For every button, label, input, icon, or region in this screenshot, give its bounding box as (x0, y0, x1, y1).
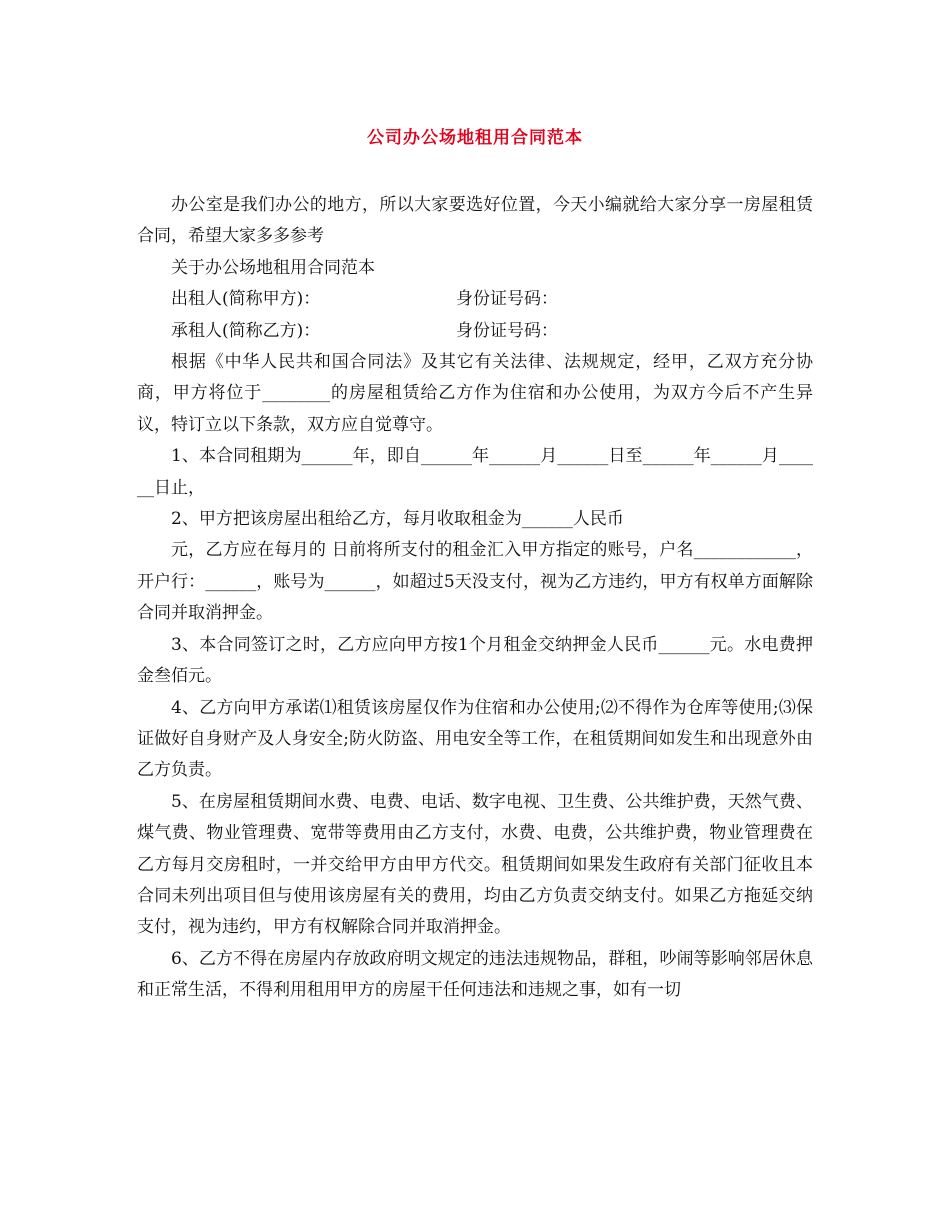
clause-3: 3、本合同签订之时，乙方应向甲方按1个月租金交纳押金人民币______元。水电费押金叁佰元。 (137, 634, 813, 687)
document-body (137, 190, 813, 1007)
clause-2-continued: 元，乙方应在每月的 日前将所支付的租金汇入甲方指定的账号，户名____________，开户行：______，账号为______，如超过5天没支付，视为乙方违约，甲方有权单方面解除合同并取消押金。 (137, 540, 813, 624)
lessee-label: 承租人(简称乙方)： (171, 320, 321, 341)
clause-5: 5、在房屋租赁期间水费、电费、电话、数字电视、卫生费、公共维护费，天然气费、煤气费、物业管理费、宽带等费用由乙方支付，水费、电费，公共维护费，物业管理费在乙方每月交房租时，一并交给甲方由甲方代交。租赁期间如果发生政府有关部门征收且本合同未列出项目但与使用该房屋有关的费用，均由乙方负责交纳支付。如果乙方拖延交纳支付，视为违约，甲方有权解除合同并取消押金。 (137, 791, 813, 938)
lessor-id-label: 身份证号码： (456, 289, 558, 310)
clause-4: 4、乙方向甲方承诺⑴租赁该房屋仅作为住宿和办公使用;⑵不得作为仓库等使用;⑶保证做好自身财产及人身安全;防火防盗、用电安全等工作，在租赁期间如发生和出现意外由乙方负责。 (137, 697, 813, 781)
clause-6: 6、乙方不得在房屋内存放政府明文规定的违法违规物品，群租，吵闹等影响邻居休息和正常生活，不得利用租用甲方的房屋干任何违法和违规之事，如有一切 (137, 948, 813, 1001)
clause-1: 1、本合同租期为______年，即自______年______月______日至______年______月______日止， (137, 446, 813, 498)
lessor-label: 出租人(简称甲方)： (171, 289, 321, 310)
lessor-line (137, 284, 813, 315)
preamble-paragraph: 根据《中华人民共和国合同法》及其它有关法律、法规规定，经甲，乙双方充分协商，甲方将位于________的房屋租赁给乙方作为住宿和办公使用，为双方今后不产生异议，特订立以下条款，双方应自觉尊守。 (137, 352, 813, 435)
lessee-id-label: 身份证号码： (456, 320, 558, 341)
clause-2-first-line: 2、甲方把该房屋出租给乙方，每月收取租金为______人民币 (171, 509, 624, 530)
subtitle-line: 关于办公场地租用合同范本 (171, 257, 375, 278)
intro-paragraph: 办公室是我们办公的地方，所以大家要选好位置，今天小编就给大家分享一房屋租赁合同，希望大家多多参考 (137, 195, 813, 247)
document-title: 公司办公场地租用合同范本 (367, 128, 583, 148)
lessee-line (137, 316, 813, 347)
